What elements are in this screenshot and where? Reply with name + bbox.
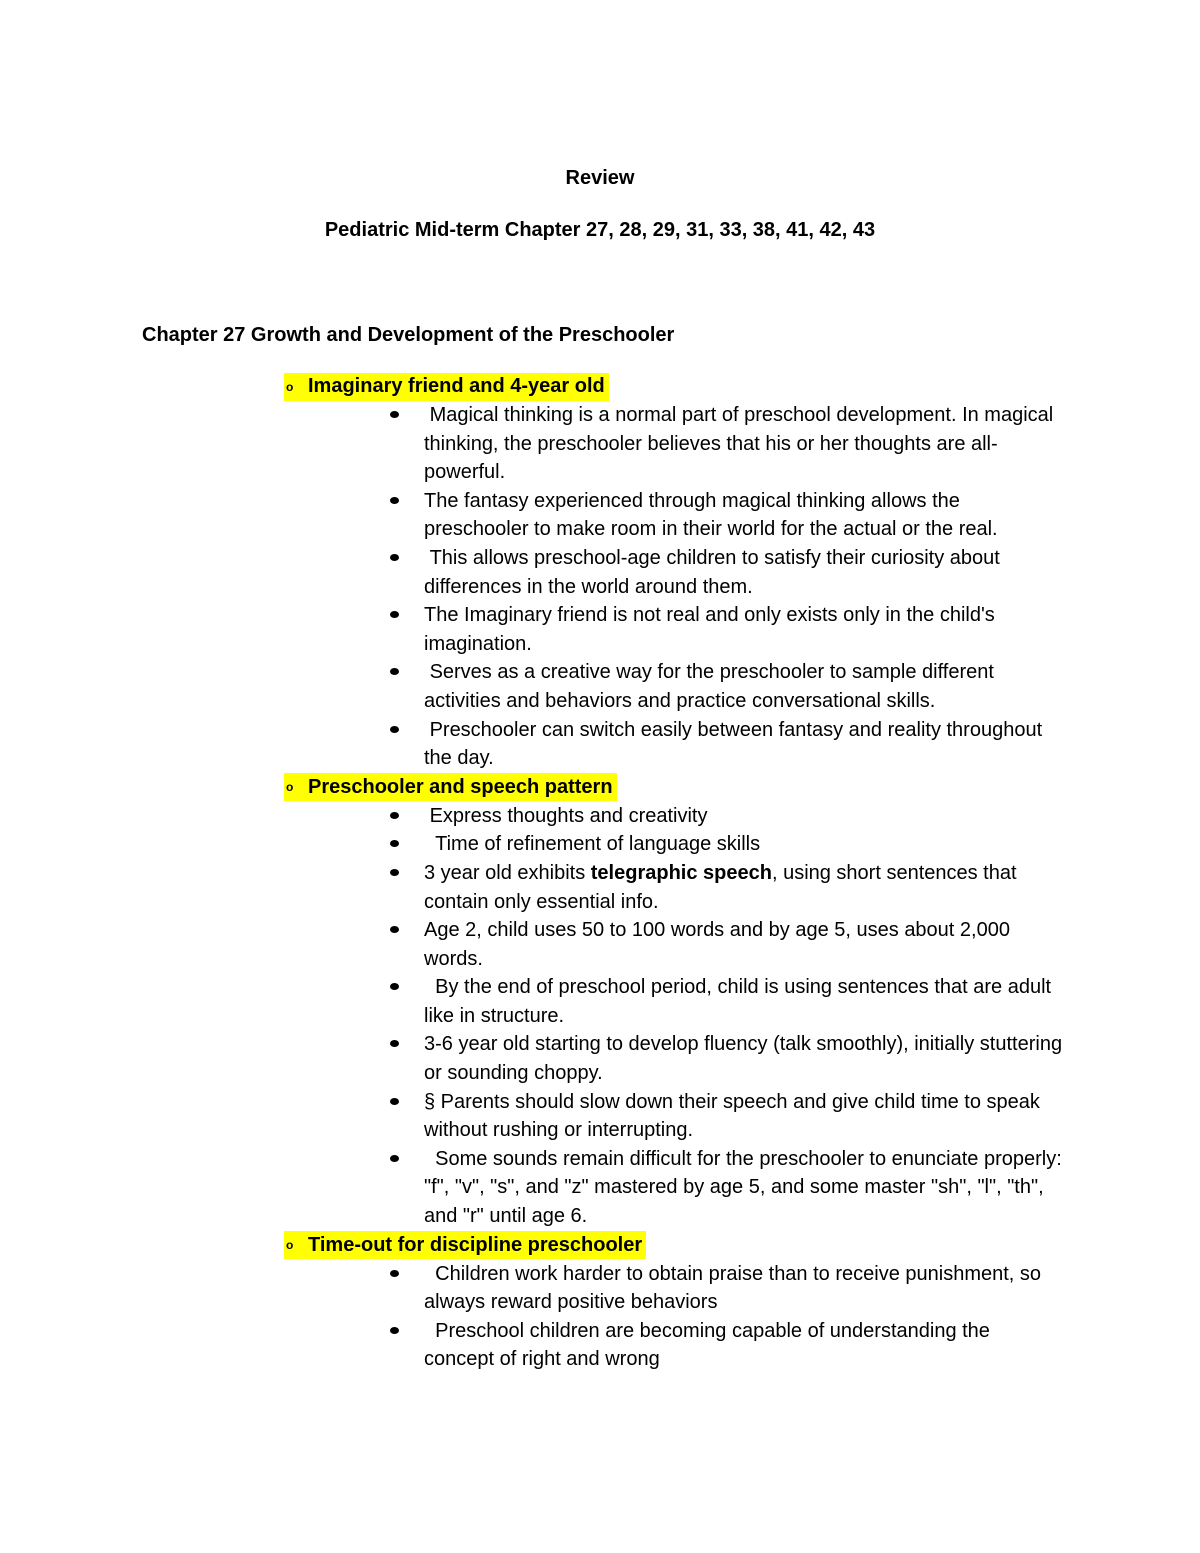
circle-bullet-icon: o	[286, 379, 294, 394]
list-item: The Imaginary friend is not real and only exists only in the child's imagination.	[424, 601, 1064, 658]
bullet-icon	[390, 869, 399, 876]
section-heading-text: Time-out for discipline preschooler	[308, 1233, 643, 1256]
list-item: Serves as a creative way for the preschooler to sample different activities and behaviors and practice conversational skills.	[424, 658, 1064, 715]
bullet-icon	[390, 926, 399, 933]
circle-bullet-icon: o	[286, 1238, 294, 1253]
bullet-icon	[390, 1040, 399, 1047]
document-title: Review	[565, 167, 635, 189]
list-item: Age 2, child uses 50 to 100 words and by age 5, uses about 2,000 words.	[424, 916, 1064, 973]
list-item: Express thoughts and creativity	[424, 802, 1064, 831]
bullet-icon	[390, 411, 399, 418]
list-item: Magical thinking is a normal part of preschool development. In magical thinking, the preschooler believes that his or her thoughts are all-powerful.	[424, 401, 1064, 487]
highlighted-heading	[284, 773, 617, 801]
circle-bullet-icon: o	[286, 780, 294, 795]
bullet-icon	[390, 1270, 399, 1277]
bullet-icon	[390, 497, 399, 504]
bullet-list	[0, 1260, 1200, 1374]
bullet-icon	[390, 840, 399, 847]
list-item: 3-6 year old starting to develop fluency (talk smoothly), initially stuttering or sounding choppy.	[424, 1030, 1064, 1087]
bullet-icon	[390, 983, 399, 990]
document-subtitle: Pediatric Mid-term Chapter 27, 28, 29, 31, 33, 38, 41, 42, 43	[324, 219, 876, 241]
bullet-icon	[390, 1098, 399, 1105]
section-heading	[284, 1231, 1200, 1260]
list-item: Preschool children are becoming capable of understanding the concept of right and wrong	[424, 1317, 1064, 1374]
bullet-list	[0, 802, 1200, 1231]
section-heading	[284, 372, 1200, 401]
list-item: Children work harder to obtain praise than to receive punishment, so always reward positive behaviors	[424, 1260, 1064, 1317]
highlighted-heading	[284, 1231, 646, 1259]
chapter-sections	[0, 372, 1200, 1374]
section-heading	[284, 773, 1200, 802]
bullet-icon	[390, 554, 399, 561]
list-item: § Parents should slow down their speech and give child time to speak without rushing or interrupting.	[424, 1088, 1064, 1145]
bullet-list	[0, 401, 1200, 773]
bold-term: telegraphic speech	[590, 861, 772, 884]
chapter-heading: Chapter 27 Growth and Development of the Preschooler	[142, 324, 675, 346]
bullet-icon	[390, 726, 399, 733]
bullet-icon	[390, 611, 399, 618]
list-item: Some sounds remain difficult for the preschooler to enunciate properly: "f", "v", "s", and "z" mastered by age 5, and some master "sh", "l", "th", and "r" until age 6.	[424, 1145, 1064, 1231]
highlighted-heading	[284, 373, 609, 401]
list-item: This allows preschool-age children to satisfy their curiosity about differences in the world around them.	[424, 544, 1064, 601]
section-heading-text: Preschooler and speech pattern	[308, 775, 613, 798]
list-item: 3 year old exhibits telegraphic speech, using short sentences that contain only essential info.	[424, 859, 1064, 916]
list-item: Time of refinement of language skills	[424, 830, 1064, 859]
list-item: By the end of preschool period, child is using sentences that are adult like in structure.	[424, 973, 1064, 1030]
list-item: The fantasy experienced through magical thinking allows the preschooler to make room in their world for the actual or the real.	[424, 487, 1064, 544]
bullet-icon	[390, 1155, 399, 1162]
list-item: Preschooler can switch easily between fantasy and reality throughout the day.	[424, 716, 1064, 773]
section-heading-text: Imaginary friend and 4-year old	[308, 375, 605, 397]
bullet-icon	[390, 812, 399, 819]
bullet-icon	[390, 1327, 399, 1334]
bullet-icon	[390, 668, 399, 675]
